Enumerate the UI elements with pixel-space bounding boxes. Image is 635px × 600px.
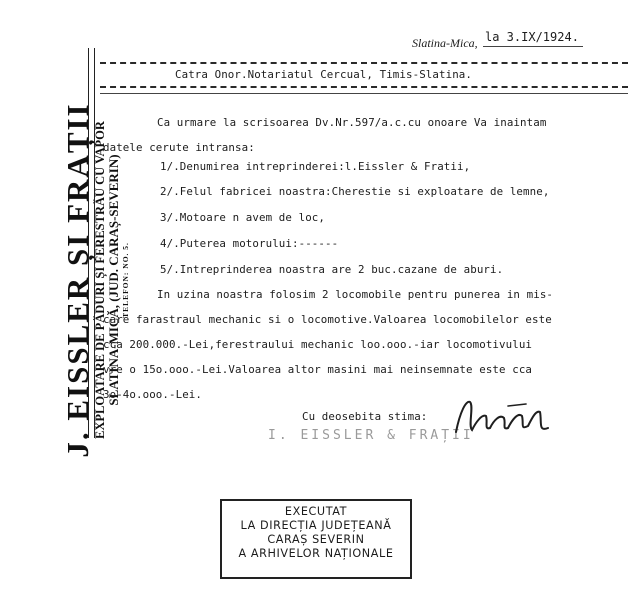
list-item: 4/.Puterea motorului:------ [160, 237, 339, 250]
rule-under-recipient [100, 86, 628, 88]
list-item: 2/.Felul fabricei noastra:Cherestie si exploatare de lemne, [160, 185, 550, 198]
paragraph-line: cca 200.000.-Lei,ferestraului mechanic loo.ooo.-iar locomotivului [103, 338, 533, 351]
archive-stamp-line: A ARHIVELOR NAȚIONALE [238, 547, 394, 560]
letterhead-phone: TELEFON: NO. 5. [121, 242, 130, 318]
rule-top [100, 62, 628, 64]
place: Slatina-Mica, [412, 36, 478, 50]
archive-stamp-line: EXECUTAT [284, 505, 348, 518]
letterhead-address: SLATINA-MICĂ, (JUD. CARAȘ-SEVERIN) [106, 154, 121, 406]
archive-stamp [220, 499, 412, 579]
closing: Cu deosebita stima: [302, 410, 428, 423]
intro-line: Ca urmare la scrisoarea Dv.Nr.597/a.c.cu onoare Va inaintam [157, 116, 547, 129]
paragraph-line: vre o 15o.ooo.-Lei.Valoarea altor masini mai neinsemnate este cca [103, 363, 533, 376]
letterhead-activity: EXPLOATARE DE PĂDURI ȘI FERESTRĂU CU VAPOR [93, 121, 107, 439]
paragraph-line: In uzina noastra folosim 2 locomobile pentru punerea in mis- [157, 288, 554, 301]
recipient: Catra Onor.Notariatul Cercual, Timis-Slatina. [175, 68, 473, 81]
letterhead-firm-name: J. EISSLER ȘI FRAȚII [60, 102, 95, 458]
list-item: 5/.Intreprinderea noastra are 2 buc.cazane de aburi. [160, 263, 504, 276]
intro-line: datele cerute intransa: [103, 141, 255, 154]
archive-stamp-line: LA DIRECȚIA JUDEȚEANĂ [240, 519, 392, 532]
date: la 3.IX/1924. [485, 30, 579, 44]
list-item: 3/.Motoare n avem de loc, [160, 211, 326, 224]
signature-stamp: I. EISSLER & FRAȚII [268, 428, 474, 443]
paragraph-line: care farastraul mechanic si o locomotive.Valoarea locomobilelor este [103, 313, 552, 326]
handwritten-signature [448, 392, 558, 442]
paragraph-line: 3o-4o.ooo.-Lei. [103, 388, 203, 401]
list-item: 1/.Denumirea intreprinderei:l.Eissler & Fratii, [160, 160, 471, 173]
letterhead-divider [94, 48, 95, 438]
date-underline [483, 46, 583, 47]
archive-stamp-line: CARAȘ SEVERIN [267, 533, 365, 546]
rule-under-recipient [100, 93, 628, 94]
letterhead-divider [88, 48, 89, 438]
letterhead [62, 55, 142, 505]
